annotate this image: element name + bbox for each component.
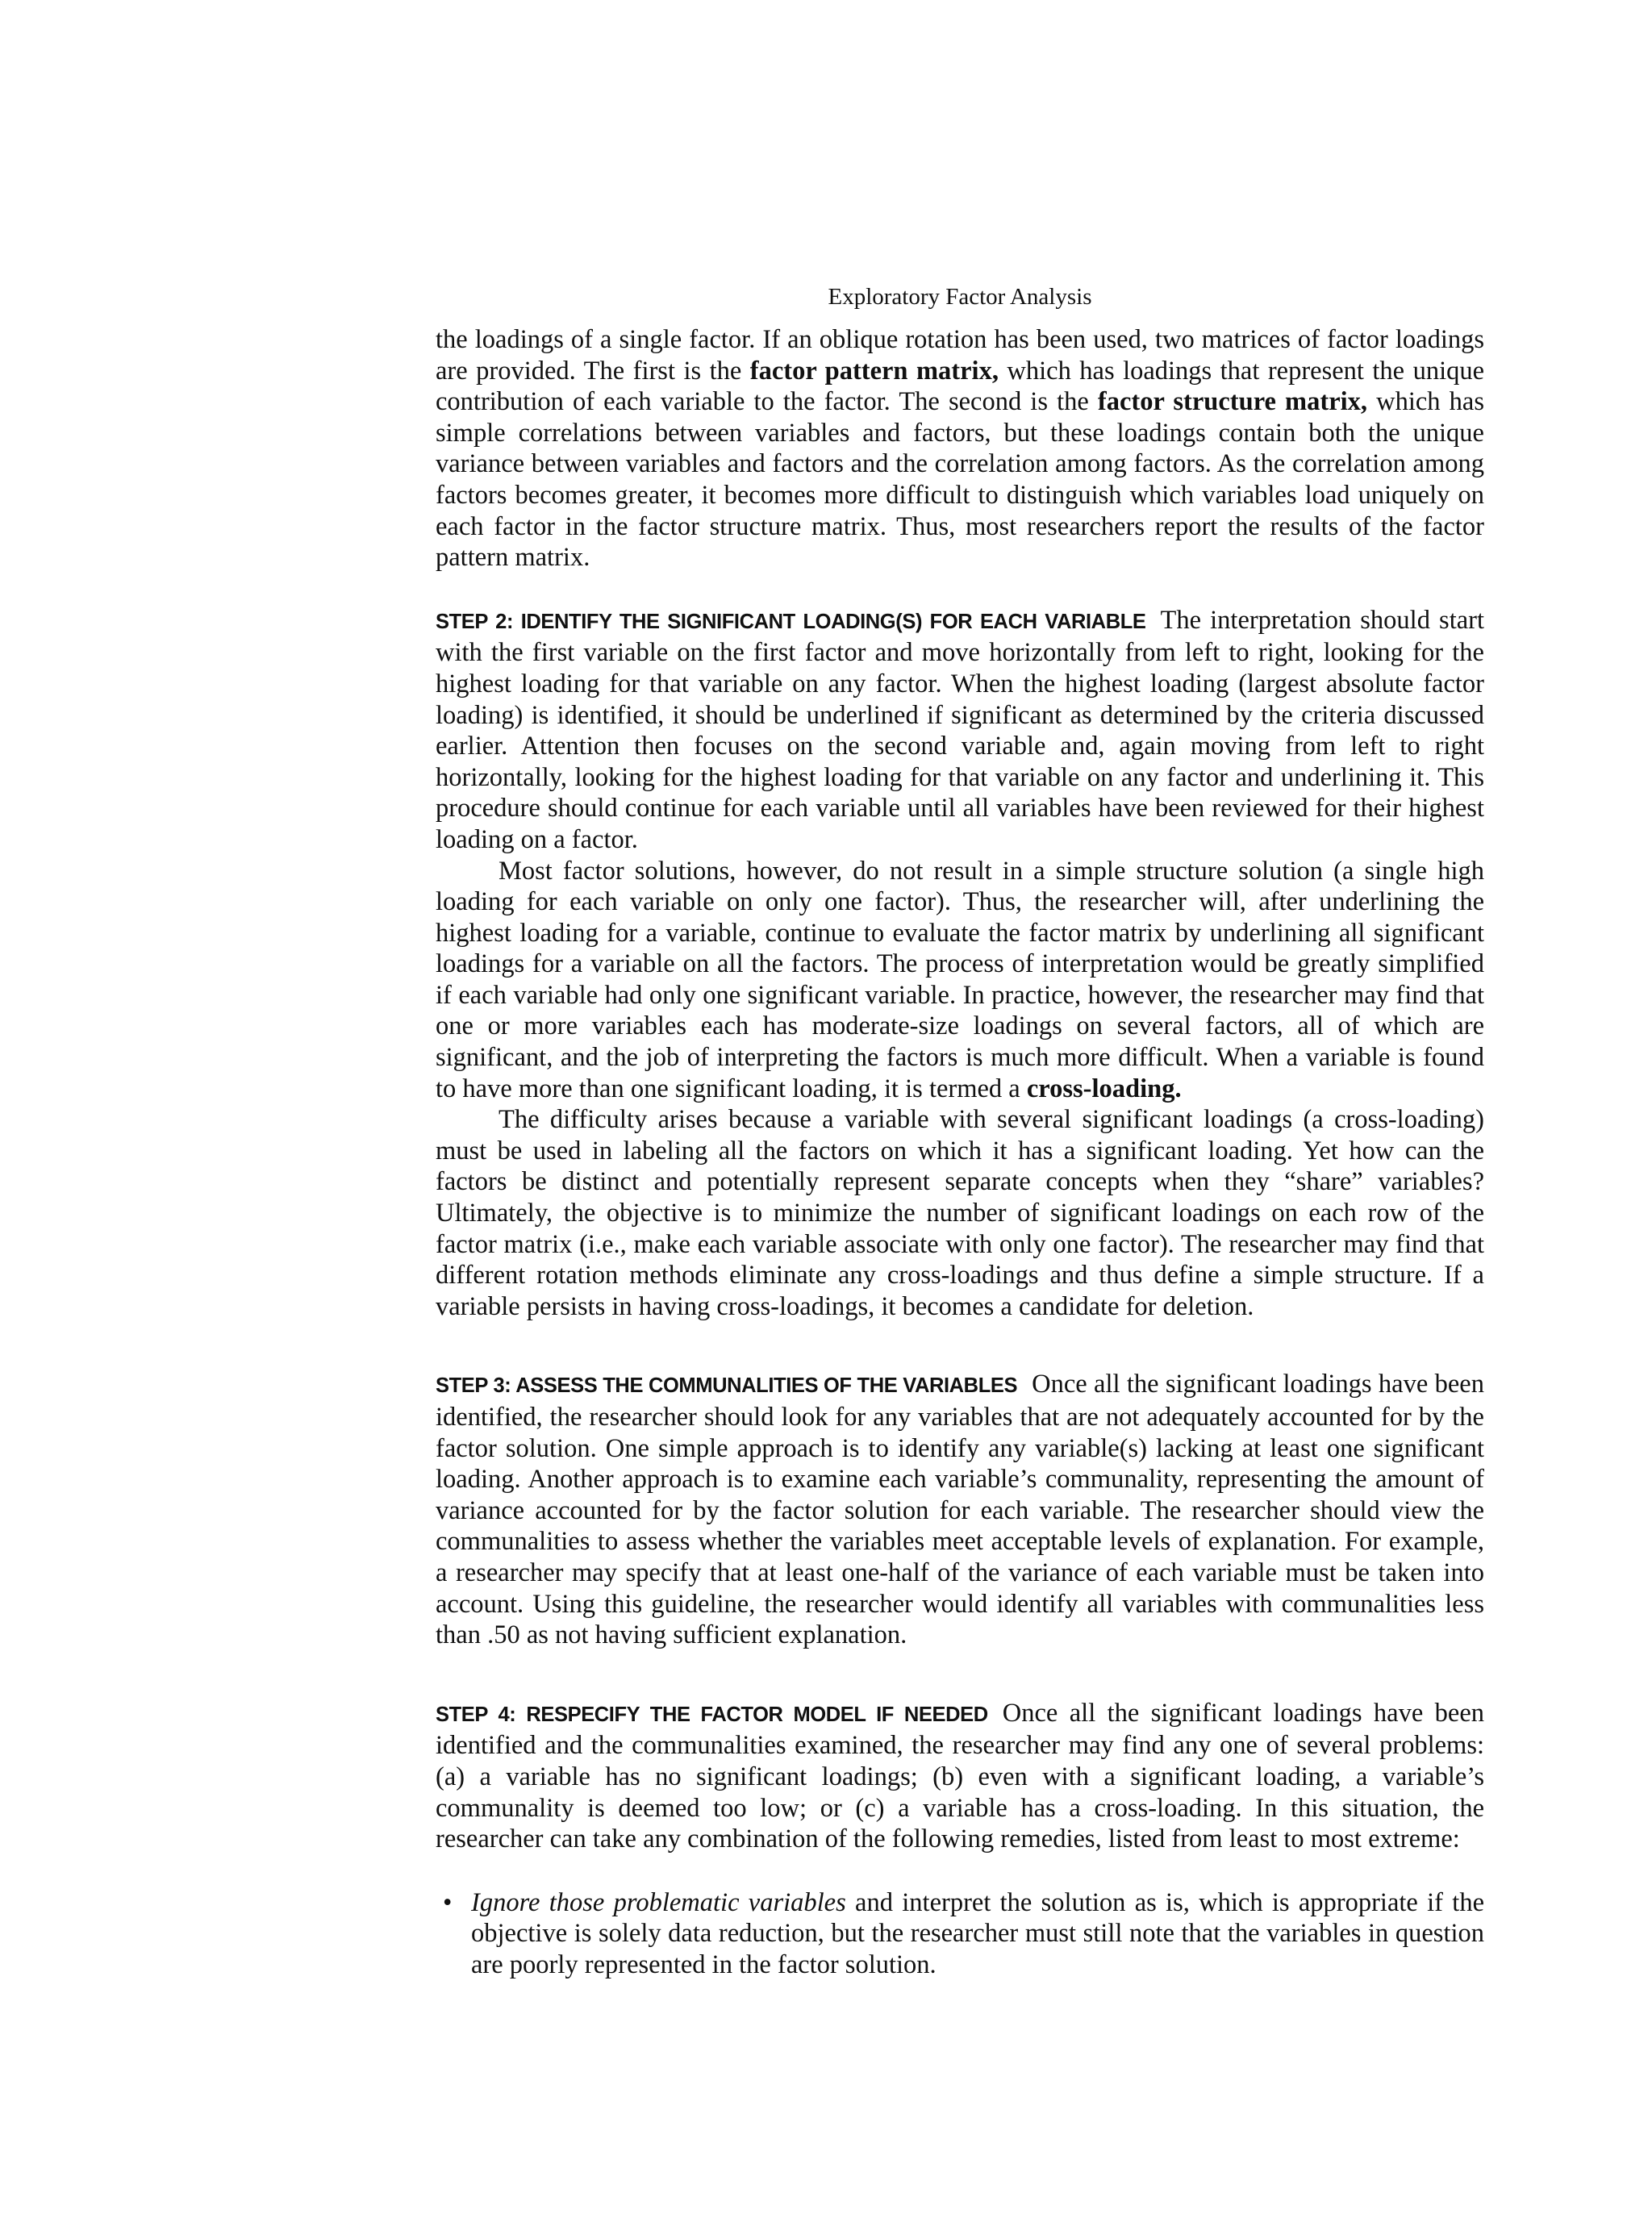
running-head: Exploratory Factor Analysis	[828, 284, 1092, 310]
remedies-list	[436, 1887, 1484, 1981]
step2-heading: STEP 2: IDENTIFY THE SIGNIFICANT LOADING(S) FOR EACH VARIABLE	[436, 610, 1146, 633]
document-page	[436, 282, 1484, 1981]
term-factor-structure-matrix: factor structure matrix,	[1097, 387, 1368, 417]
paragraph-text: which has loadings that represent the unique contribution of each variable to the factor. The second is the	[436, 356, 1485, 417]
step3-paragraph	[436, 1369, 1484, 1650]
step2-body: The interpretation should start with the first variable on the first factor and move horizontally from left to right, looking for the highest loading for that variable on any factor. When the highest loading (largest absolute factor loading) is identified, it should be underlined if significant as determined by the criteria discussed earlier. Attention then focuses on the second variable and, again moving from left to right horizontally, looking for the highest loading for that variable on any factor and underlining it. This procedure should continue for each variable until all variables have been reviewed for their highest loading on a factor.	[436, 605, 1485, 854]
term-factor-pattern-matrix: factor pattern matrix,	[749, 356, 999, 386]
step2-paragraph	[436, 605, 1484, 856]
paragraph-text: the loadings of a single factor. If an oblique rotation has been used, two matrices of factor loadings are provided. The first is the	[436, 325, 1484, 386]
step4-body: Once all the significant loadings have been identified and the communalities examined, the researcher may find any one of several problems: (a) a variable has no significant loadings; (b) even with a significant loading, a variable’s communality is deemed too low; or (c) a variable has a cross-loading. In this situation, the researcher can take any combination of the following remedies, listed from least to most extreme:	[436, 1698, 1485, 1854]
list-item-emphasis: Ignore those problematic variables	[471, 1887, 846, 1917]
step3-heading: STEP 3: ASSESS THE COMMUNALITIES OF THE VARIABLES	[436, 1374, 1018, 1398]
list-item-text: and interpret the solution as is, which is appropriate if the objective is solely data reduction, but the researcher must still note that the variables in question are poorly represented in the factor solution.	[471, 1887, 1484, 1979]
bullet-icon: •	[443, 1887, 453, 1917]
step2-difficulty-paragraph: The difficulty arises because a variable with several significant loadings (a cross-loading) must be used in labeling all the factors on which it has a significant loading. Yet how can the factors be distinct and potentially represent separate concepts when they “share” variables? Ultimately, the objective is to minimize the number of significant loadings on each row of the factor matrix (i.e., make each variable associate with only one factor). The researcher may find that different rotation methods eliminate any cross-loadings and thus define a simple structure. If a variable persists in having cross-loadings, it becomes a candidate for deletion.	[436, 1105, 1484, 1321]
step3-body: Once all the significant loadings have been identified, the researcher should look for any variables that are not adequately accounted for by the factor solution. One simple approach is to identify any variable(s) lacking at least one significant loading. Another approach is to examine each variable’s communality, representing the amount of variance accounted for by the factor solution for each variable. The researcher should view the communalities to assess whether the variables meet acceptable levels of explanation. For example, a researcher may specify that at least one-half of the variance of each variable must be taken into account. Using this guideline, the researcher would identify all variables with communalities less than .50 as not having sufficient explanation.	[436, 1370, 1484, 1650]
step4-paragraph	[436, 1698, 1484, 1855]
list-item	[443, 1887, 1484, 1981]
paragraph-oblique-rotation	[436, 324, 1484, 573]
paragraph-text: which has simple correlations between variables and factors, but these loadings contain both the unique variance between variables and factors and the correlation among factors. As the correlation among factors becomes greater, it becomes more difficult to distinguish which variables load uniquely on each factor in the factor structure matrix. Thus, most researchers report the results of the factor pattern matrix.	[436, 387, 1484, 573]
step4-heading: STEP 4: RESPECIFY THE FACTOR MODEL IF NEEDED	[436, 1703, 988, 1726]
paragraph-text: Most factor solutions, however, do not result in a simple structure solution (a single high loading for each variable on only one factor). Thus, the researcher will, after underlining the highest loading for a variable, continue to evaluate the factor matrix by underlining all significant loadings for a variable on all the factors. The process of interpretation would be greatly simplified if each variable had only one significant variable. In practice, however, the researcher may find that one or more variables each has moderate-size loadings on several factors, all of which are significant, and the job of interpreting the factors is much more difficult. When a variable is found to have more than one significant loading, it is termed a	[436, 856, 1484, 1103]
step2-cross-loading-paragraph	[436, 856, 1484, 1105]
term-cross-loading: cross-loading.	[1026, 1074, 1182, 1103]
